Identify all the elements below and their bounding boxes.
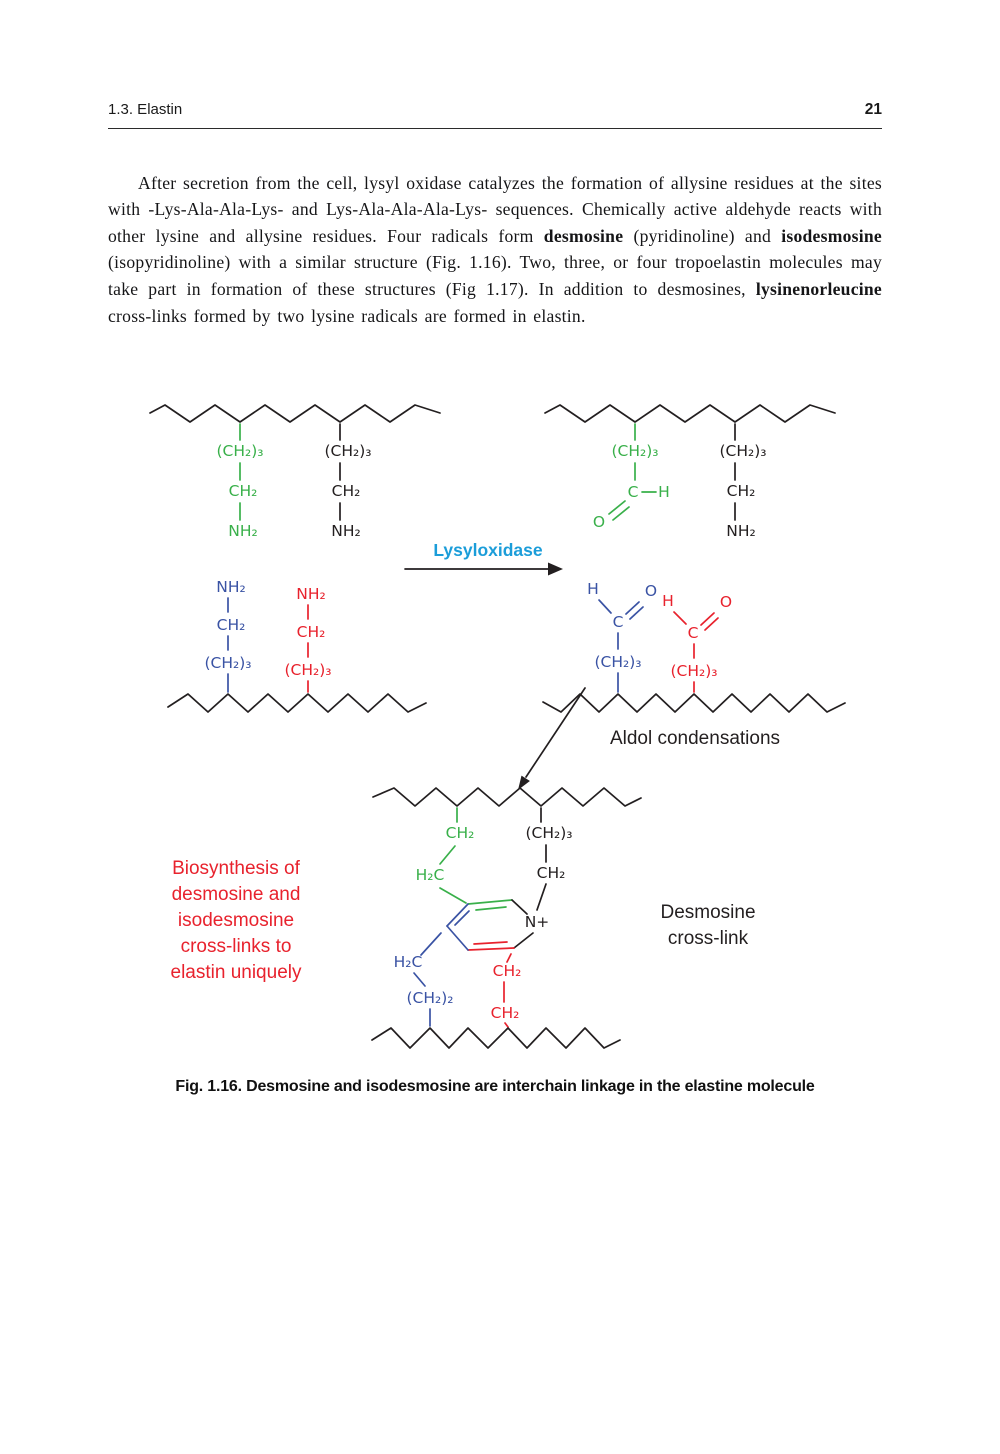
formula-ch2: CH₂ [490,1004,520,1022]
formula-nh2: NH₂ [331,522,361,540]
formula-h: H [658,483,670,501]
bond [505,1023,508,1027]
formula-nh2: NH₂ [228,522,258,540]
formula-h: H [587,580,599,598]
formula-ch2-3: (CH₂)₃ [525,824,573,842]
formula-h2c: H₂C [415,866,445,884]
ring-edge [514,933,533,948]
formula-ch2-3: (CH₂)₃ [670,662,718,680]
formula-ch2-3: (CH₂)₃ [324,442,372,460]
formula-ch2: CH₂ [216,616,246,634]
ring-edge [447,926,468,950]
note-line: cross-link [667,928,749,949]
text-run-bold: lysinenorleucine [755,278,882,299]
figure-caption: Fig. 1.16. Desmosine and isodesmosine are interchain linkage in the elastine molecule [175,1078,815,1095]
formula-ch2: CH₂ [445,824,475,842]
formula-ch2-3: (CH₂)₃ [594,653,642,671]
bond [440,888,466,903]
formula-ch2: CH₂ [296,623,326,641]
formula-c: C [687,624,699,642]
note-line: cross-links to [180,936,292,957]
ring-edge [468,900,512,904]
formula-nh2: NH₂ [296,585,326,603]
enzyme-label: Lysyloxidase [433,540,543,560]
bond [421,933,441,955]
formula-ch2: CH₂ [492,962,522,980]
formula-ch2-3: (CH₂)₃ [284,661,332,679]
formula-n-plus: N+ [524,913,550,931]
text-run: (pyridinoline) and [623,225,782,246]
note-line: desmosine and [171,884,301,905]
molecule-middle-right [543,580,845,712]
formula-ch2-3: (CH₂)₃ [719,442,767,460]
page-number: 21 [864,101,882,118]
note-line: Desmosine [660,902,756,923]
backbone-zigzag [545,405,835,422]
backbone-zigzag-bottom [372,1028,620,1048]
section-title: 1.3. Elastin [108,101,183,118]
text-run: (isopyridinoline) with a similar structure (Fig. 1.16). Two, three, or four tropoelastin molecules may take part in formation of these structures (Fig 1.17). In addition to desmosines, [108,252,882,299]
backbone-zigzag [543,694,845,712]
formula-ch2-3: (CH₂)₃ [204,654,252,672]
formula-c: C [627,483,639,501]
text-run: After secretion from the cell, lysyl oxidase catalyzes the formation of allysine residues at the sites with -Lys-Ala-Ala-Lys- and Lys-Ala-Ala-Ala-Lys- sequences. Chemically active aldehyde reacts with other lysine and allysine residues. Four radicals form [108,172,882,246]
formula-ch2-3: (CH₂)₃ [611,442,659,460]
text-run-bold: desmosine [543,225,624,246]
molecule-top-right [545,405,835,540]
formula-ch2-3: (CH₂)₃ [216,442,264,460]
note-line: isodesmosine [177,910,295,931]
molecule-middle-left [168,578,426,712]
formula-o: O [719,593,733,611]
ring-edge [512,900,527,914]
formula-o: O [644,582,658,600]
backbone-zigzag [150,405,440,422]
enzyme-reaction [405,540,563,576]
formula-nh2: NH₂ [726,522,756,540]
backbone-zigzag [168,694,426,712]
formula-ch2: CH₂ [726,482,756,500]
formula-ch2: CH₂ [331,482,361,500]
note-line: Biosynthesis of [172,858,300,879]
desmosine-crosslink-label [660,902,755,949]
ring-double-bond [455,911,469,925]
bond [599,600,611,613]
formula-h2c: H₂C [393,953,423,971]
biosynthesis-note [171,858,302,983]
bond [440,846,455,864]
bond [507,954,511,962]
formula-ch2-2: (CH₂)₂ [406,989,454,1007]
bond [674,612,686,624]
ring-double-bond [474,942,507,944]
note-line: elastin uniquely [170,962,302,983]
formula-nh2: NH₂ [216,578,246,596]
reaction-arrow-head [548,563,563,576]
text-run-bold: isodesmosine [781,225,882,246]
text-run: cross-links formed by two lysine radicals are formed in elastin. [108,305,586,326]
pyridinium-ring [447,900,549,950]
formula-ch2: CH₂ [228,482,258,500]
bond [537,884,546,910]
ring-double-bond [476,907,506,910]
ring-edge [468,948,514,950]
aldol-arrow-shaft [526,688,585,777]
desmosine-structure [372,788,641,1048]
formula-c: C [612,613,624,631]
aldol-label: Aldol condensations [609,728,781,749]
formula-h: H [662,592,674,610]
backbone-zigzag-top [373,788,641,806]
molecule-top-left [150,405,440,540]
formula-ch2: CH₂ [536,864,566,882]
formula-o: O [592,513,606,531]
bond [414,973,425,986]
